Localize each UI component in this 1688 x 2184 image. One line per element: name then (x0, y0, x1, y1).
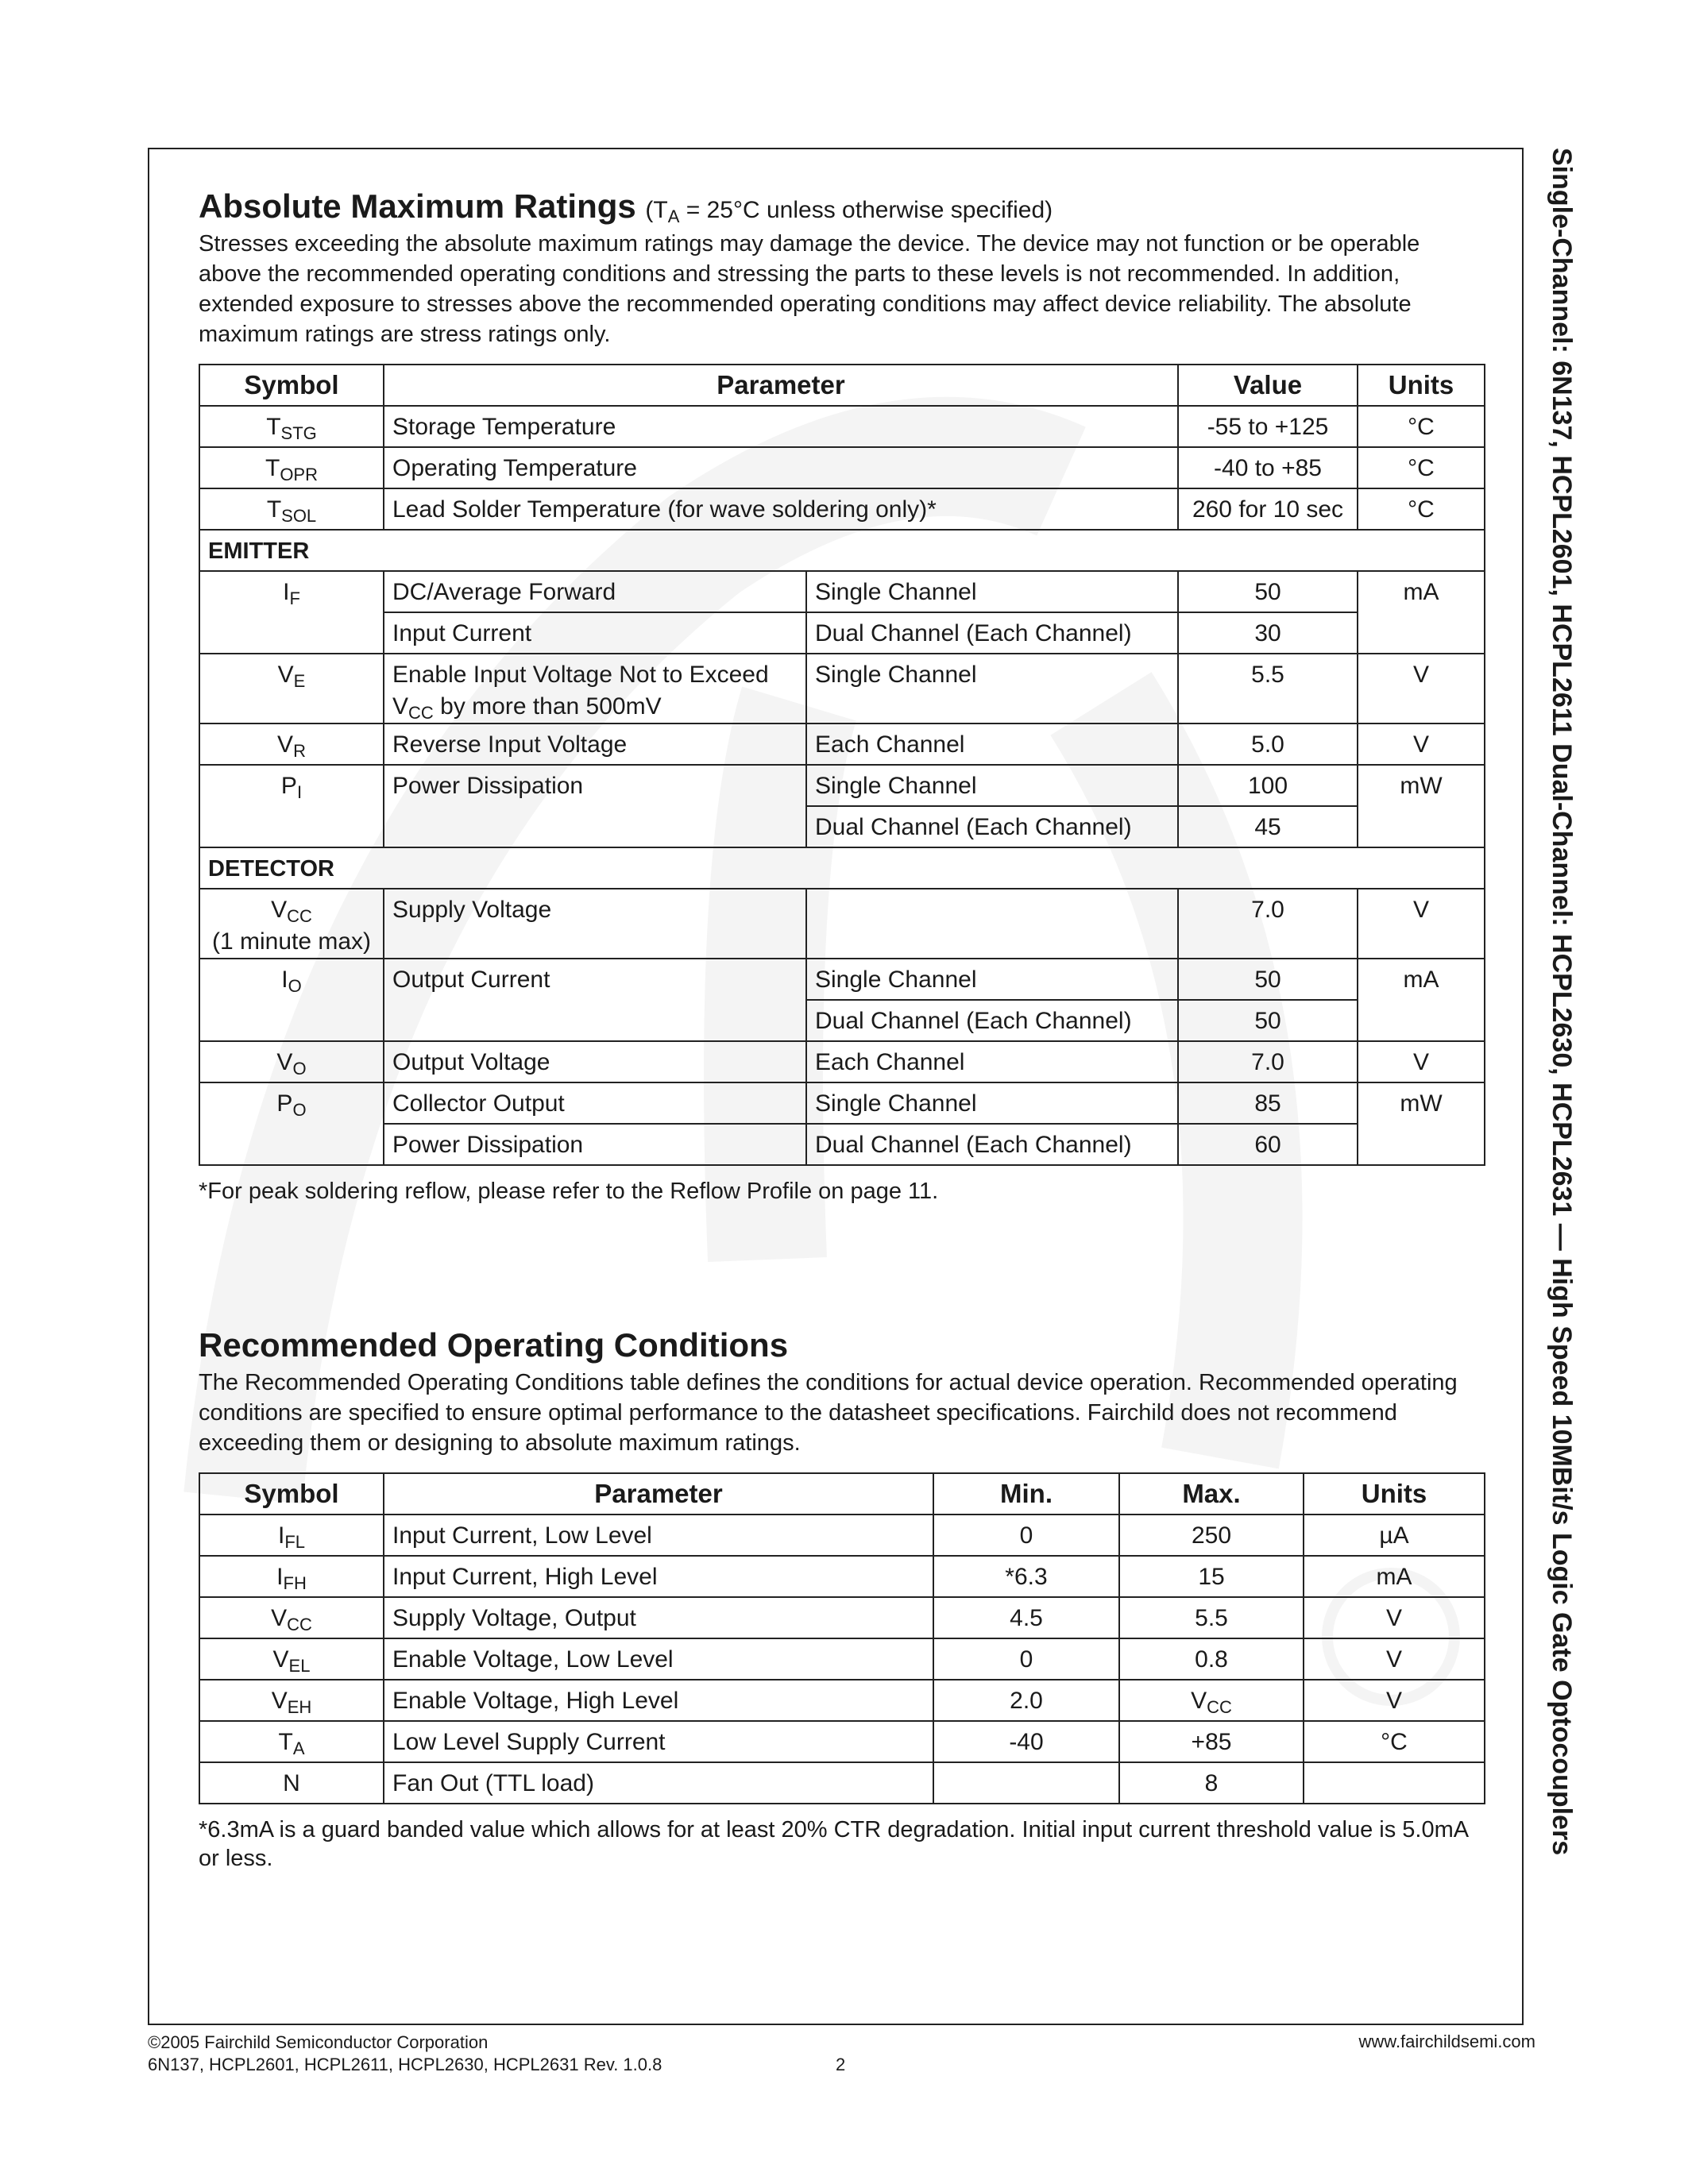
units-cell: °C (1358, 406, 1485, 447)
roc-table-body (199, 1515, 1485, 1804)
table-row (199, 1721, 1485, 1762)
symbol-cell: $I_{FH}$ (199, 1556, 384, 1597)
symbol-cell: $T_{STG}$ (199, 406, 384, 447)
table-row (199, 654, 1485, 723)
header-symbol: Symbol (199, 365, 384, 406)
max-cell: +85 (1119, 1721, 1304, 1762)
table-row (199, 447, 1485, 488)
symbol-cell: $V_{CC}$ (1 minute max) (199, 889, 384, 959)
copyright: ©2005 Fairchild Semiconductor Corporation (148, 2032, 489, 2052)
header-parameter: Parameter (384, 365, 1178, 406)
parameter-cell: Supply Voltage (384, 889, 806, 959)
units-cell: µA (1304, 1515, 1485, 1556)
parameter-cell: Low Level Supply Current (384, 1721, 933, 1762)
roc-title: Recommended Operating Conditions (199, 1326, 789, 1364)
header-max: Max. (1119, 1473, 1304, 1515)
header-symbol: Symbol (199, 1473, 384, 1515)
parameter-cell: Lead Solder Temperature (for wave soldering only)* (384, 488, 1178, 530)
parameter-cell: Enable Input Voltage Not to Exceed $V_{CC}$ by more than 500mV (384, 654, 806, 723)
table-row (199, 1638, 1485, 1680)
max-cell: 15 (1119, 1556, 1304, 1597)
max-cell: $V_{CC}$ (1119, 1680, 1304, 1721)
parameter-cell: Power Dissipation (384, 765, 806, 847)
table-row (199, 488, 1485, 530)
parameter-cell: DC/Average Forward (384, 571, 806, 612)
abs-max-footnote: *For peak soldering reflow, please refer to the Reflow Profile on page 11. (199, 1179, 939, 1204)
symbol-cell: $P_O$ (199, 1082, 384, 1165)
table-row (199, 1082, 1485, 1124)
table-header-row (199, 1473, 1485, 1515)
roc-description: The Recommended Operating Conditions table defines the conditions for actual device operation. Recommended operating conditions are specified to ensure optimal performance to the datasheet specifications. Fairchild does not recommend exceeding them or designing to absolute maximum ratings. (199, 1370, 1458, 1456)
table-row (199, 959, 1485, 1000)
symbol-cell: $V_O$ (199, 1041, 384, 1082)
table-row (199, 612, 1485, 654)
abs-max-table (199, 364, 1485, 1166)
table-row (199, 1762, 1485, 1804)
table-row (199, 1124, 1485, 1165)
parameter-cell: Enable Voltage, Low Level (384, 1638, 933, 1680)
value-cell: 260 for 10 sec (1178, 488, 1358, 530)
table-header-row (199, 365, 1485, 406)
table-row (199, 889, 1485, 959)
parameter-cell: Operating Temperature (384, 447, 1178, 488)
condition-cell: Each Channel (806, 1041, 1178, 1082)
units-cell: V (1304, 1680, 1485, 1721)
table-row (199, 1597, 1485, 1638)
side-title-container (1537, 148, 1585, 1974)
symbol-cell: $I_F$ (199, 571, 384, 654)
value-cell: 5.5 (1178, 654, 1358, 723)
value-cell: 45 (1178, 806, 1358, 847)
value-cell: -55 to +125 (1178, 406, 1358, 447)
parameter-cell: Supply Voltage, Output (384, 1597, 933, 1638)
roc-footnote: *6.3mA is a guard banded value which allows for at least 20% CTR degradation. Initial input current threshold value is 5.0mA or less. (199, 1817, 1468, 1871)
symbol-cell: $T_A$ (199, 1721, 384, 1762)
table-row (199, 723, 1485, 765)
abs-max-title (199, 187, 1485, 226)
max-cell: 8 (1119, 1762, 1304, 1804)
table-row (199, 1680, 1485, 1721)
parameter-cell: Storage Temperature (384, 406, 1178, 447)
page-number: 2 (836, 2055, 846, 2074)
value-cell: 85 (1178, 1082, 1358, 1124)
section-label: DETECTOR (199, 847, 1485, 889)
symbol-cell: $T_{OPR}$ (199, 447, 384, 488)
table-row (199, 1041, 1485, 1082)
value-cell: -40 to +85 (1178, 447, 1358, 488)
section-row-detector (199, 847, 1485, 889)
min-cell: 4.5 (933, 1597, 1119, 1638)
value-cell: 7.0 (1178, 889, 1358, 959)
units-cell: mW (1358, 765, 1485, 847)
value-cell: 60 (1178, 1124, 1358, 1165)
units-cell: V (1304, 1597, 1485, 1638)
max-cell: 0.8 (1119, 1638, 1304, 1680)
condition-cell: Single Channel (806, 1082, 1178, 1124)
header-min: Min. (933, 1473, 1119, 1515)
parameter-cell: Input Current, High Level (384, 1556, 933, 1597)
min-cell: -40 (933, 1721, 1119, 1762)
value-cell: 5.0 (1178, 723, 1358, 765)
parameter-cell: Reverse Input Voltage (384, 723, 806, 765)
roc-section (199, 1326, 1485, 1873)
units-cell: mA (1358, 959, 1485, 1041)
parameter-cell: Power Dissipation (384, 1124, 806, 1165)
website-link[interactable]: www.fairchildsemi.com (1358, 2032, 1535, 2051)
units-cell: V (1304, 1638, 1485, 1680)
symbol-cell: N (199, 1762, 384, 1804)
units-cell: mA (1304, 1556, 1485, 1597)
value-cell: 50 (1178, 571, 1358, 612)
section-label: EMITTER (199, 530, 1485, 571)
max-cell: 250 (1119, 1515, 1304, 1556)
table-row (199, 406, 1485, 447)
value-cell: 50 (1178, 1000, 1358, 1041)
roc-table (199, 1472, 1485, 1804)
parameter-cell: Input Current (384, 612, 806, 654)
footer-left (148, 2032, 662, 2076)
symbol-cell: $V_{EH}$ (199, 1680, 384, 1721)
min-cell: 2.0 (933, 1680, 1119, 1721)
condition-cell (806, 889, 1178, 959)
parameter-cell: Output Current (384, 959, 806, 1041)
min-cell (933, 1762, 1119, 1804)
symbol-cell: $V_R$ (199, 723, 384, 765)
header-parameter: Parameter (384, 1473, 933, 1515)
condition-cell: Single Channel (806, 571, 1178, 612)
header-units: Units (1304, 1473, 1485, 1515)
condition-cell: Single Channel (806, 765, 1178, 806)
symbol-cell: $V_E$ (199, 654, 384, 723)
units-cell (1304, 1762, 1485, 1804)
units-cell: V (1358, 654, 1485, 723)
value-cell: 50 (1178, 959, 1358, 1000)
max-cell: 5.5 (1119, 1597, 1304, 1638)
table-row (199, 1515, 1485, 1556)
table-row (199, 571, 1485, 612)
parameter-cell: Fan Out (TTL load) (384, 1762, 933, 1804)
parameter-cell: Enable Voltage, High Level (384, 1680, 933, 1721)
min-cell: 0 (933, 1638, 1119, 1680)
symbol-cell: $I_{FL}$ (199, 1515, 384, 1556)
symbol-cell: $I_O$ (199, 959, 384, 1041)
value-cell: 7.0 (1178, 1041, 1358, 1082)
units-cell: V (1358, 723, 1485, 765)
units-cell: °C (1304, 1721, 1485, 1762)
units-cell: V (1358, 889, 1485, 959)
header-value: Value (1178, 365, 1358, 406)
abs-max-section (199, 187, 1485, 1206)
abs-max-description: Stresses exceeding the absolute maximum ratings may damage the device. The device may not function or be operable above the recommended operating conditions and stressing the parts to these levels is not recommended. In addition, extended exposure to stresses above the recommended operating conditions may affect device reliability. The absolute maximum ratings are stress ratings only. (199, 231, 1420, 347)
symbol-cell: $P_I$ (199, 765, 384, 847)
parameter-cell: Input Current, Low Level (384, 1515, 933, 1556)
condition-cell: Dual Channel (Each Channel) (806, 612, 1178, 654)
units-cell: °C (1358, 447, 1485, 488)
units-cell: mW (1358, 1082, 1485, 1165)
value-cell: 100 (1178, 765, 1358, 806)
condition-cell: Dual Channel (Each Channel) (806, 806, 1178, 847)
condition-cell: Single Channel (806, 959, 1178, 1000)
value-cell: 30 (1178, 612, 1358, 654)
symbol-cell: $V_{EL}$ (199, 1638, 384, 1680)
min-cell: *6.3 (933, 1556, 1119, 1597)
symbol-cell: $T_{SOL}$ (199, 488, 384, 530)
abs-max-title-text: Absolute Maximum Ratings (199, 187, 636, 225)
units-cell: V (1358, 1041, 1485, 1082)
parameter-cell: Output Voltage (384, 1041, 806, 1082)
part-revision: 6N137, HCPL2601, HCPL2611, HCPL2630, HCPL2631 Rev. 1.0.8 (148, 2055, 662, 2074)
min-cell: 0 (933, 1515, 1119, 1556)
table-row (199, 765, 1485, 806)
units-cell: mA (1358, 571, 1485, 654)
units-cell: °C (1358, 488, 1485, 530)
condition-cell: Dual Channel (Each Channel) (806, 1124, 1178, 1165)
parameter-cell: Collector Output (384, 1082, 806, 1124)
condition-cell: Each Channel (806, 723, 1178, 765)
section-row-emitter (199, 530, 1485, 571)
side-title: Single-Channel: 6N137, HCPL2601, HCPL2611 Dual-Channel: HCPL2630, HCPL2631 — High Speed 10MBit/s Logic Gate Optocouplers (1547, 148, 1577, 1856)
symbol-cell: $V_{CC}$ (199, 1597, 384, 1638)
table-row (199, 1556, 1485, 1597)
header-units: Units (1358, 365, 1485, 406)
abs-max-condition: ($T_A = 25^\circ C$ unless otherwise specified) (645, 197, 1053, 226)
condition-cell: Single Channel (806, 654, 1178, 723)
condition-cell: Dual Channel (Each Channel) (806, 1000, 1178, 1041)
